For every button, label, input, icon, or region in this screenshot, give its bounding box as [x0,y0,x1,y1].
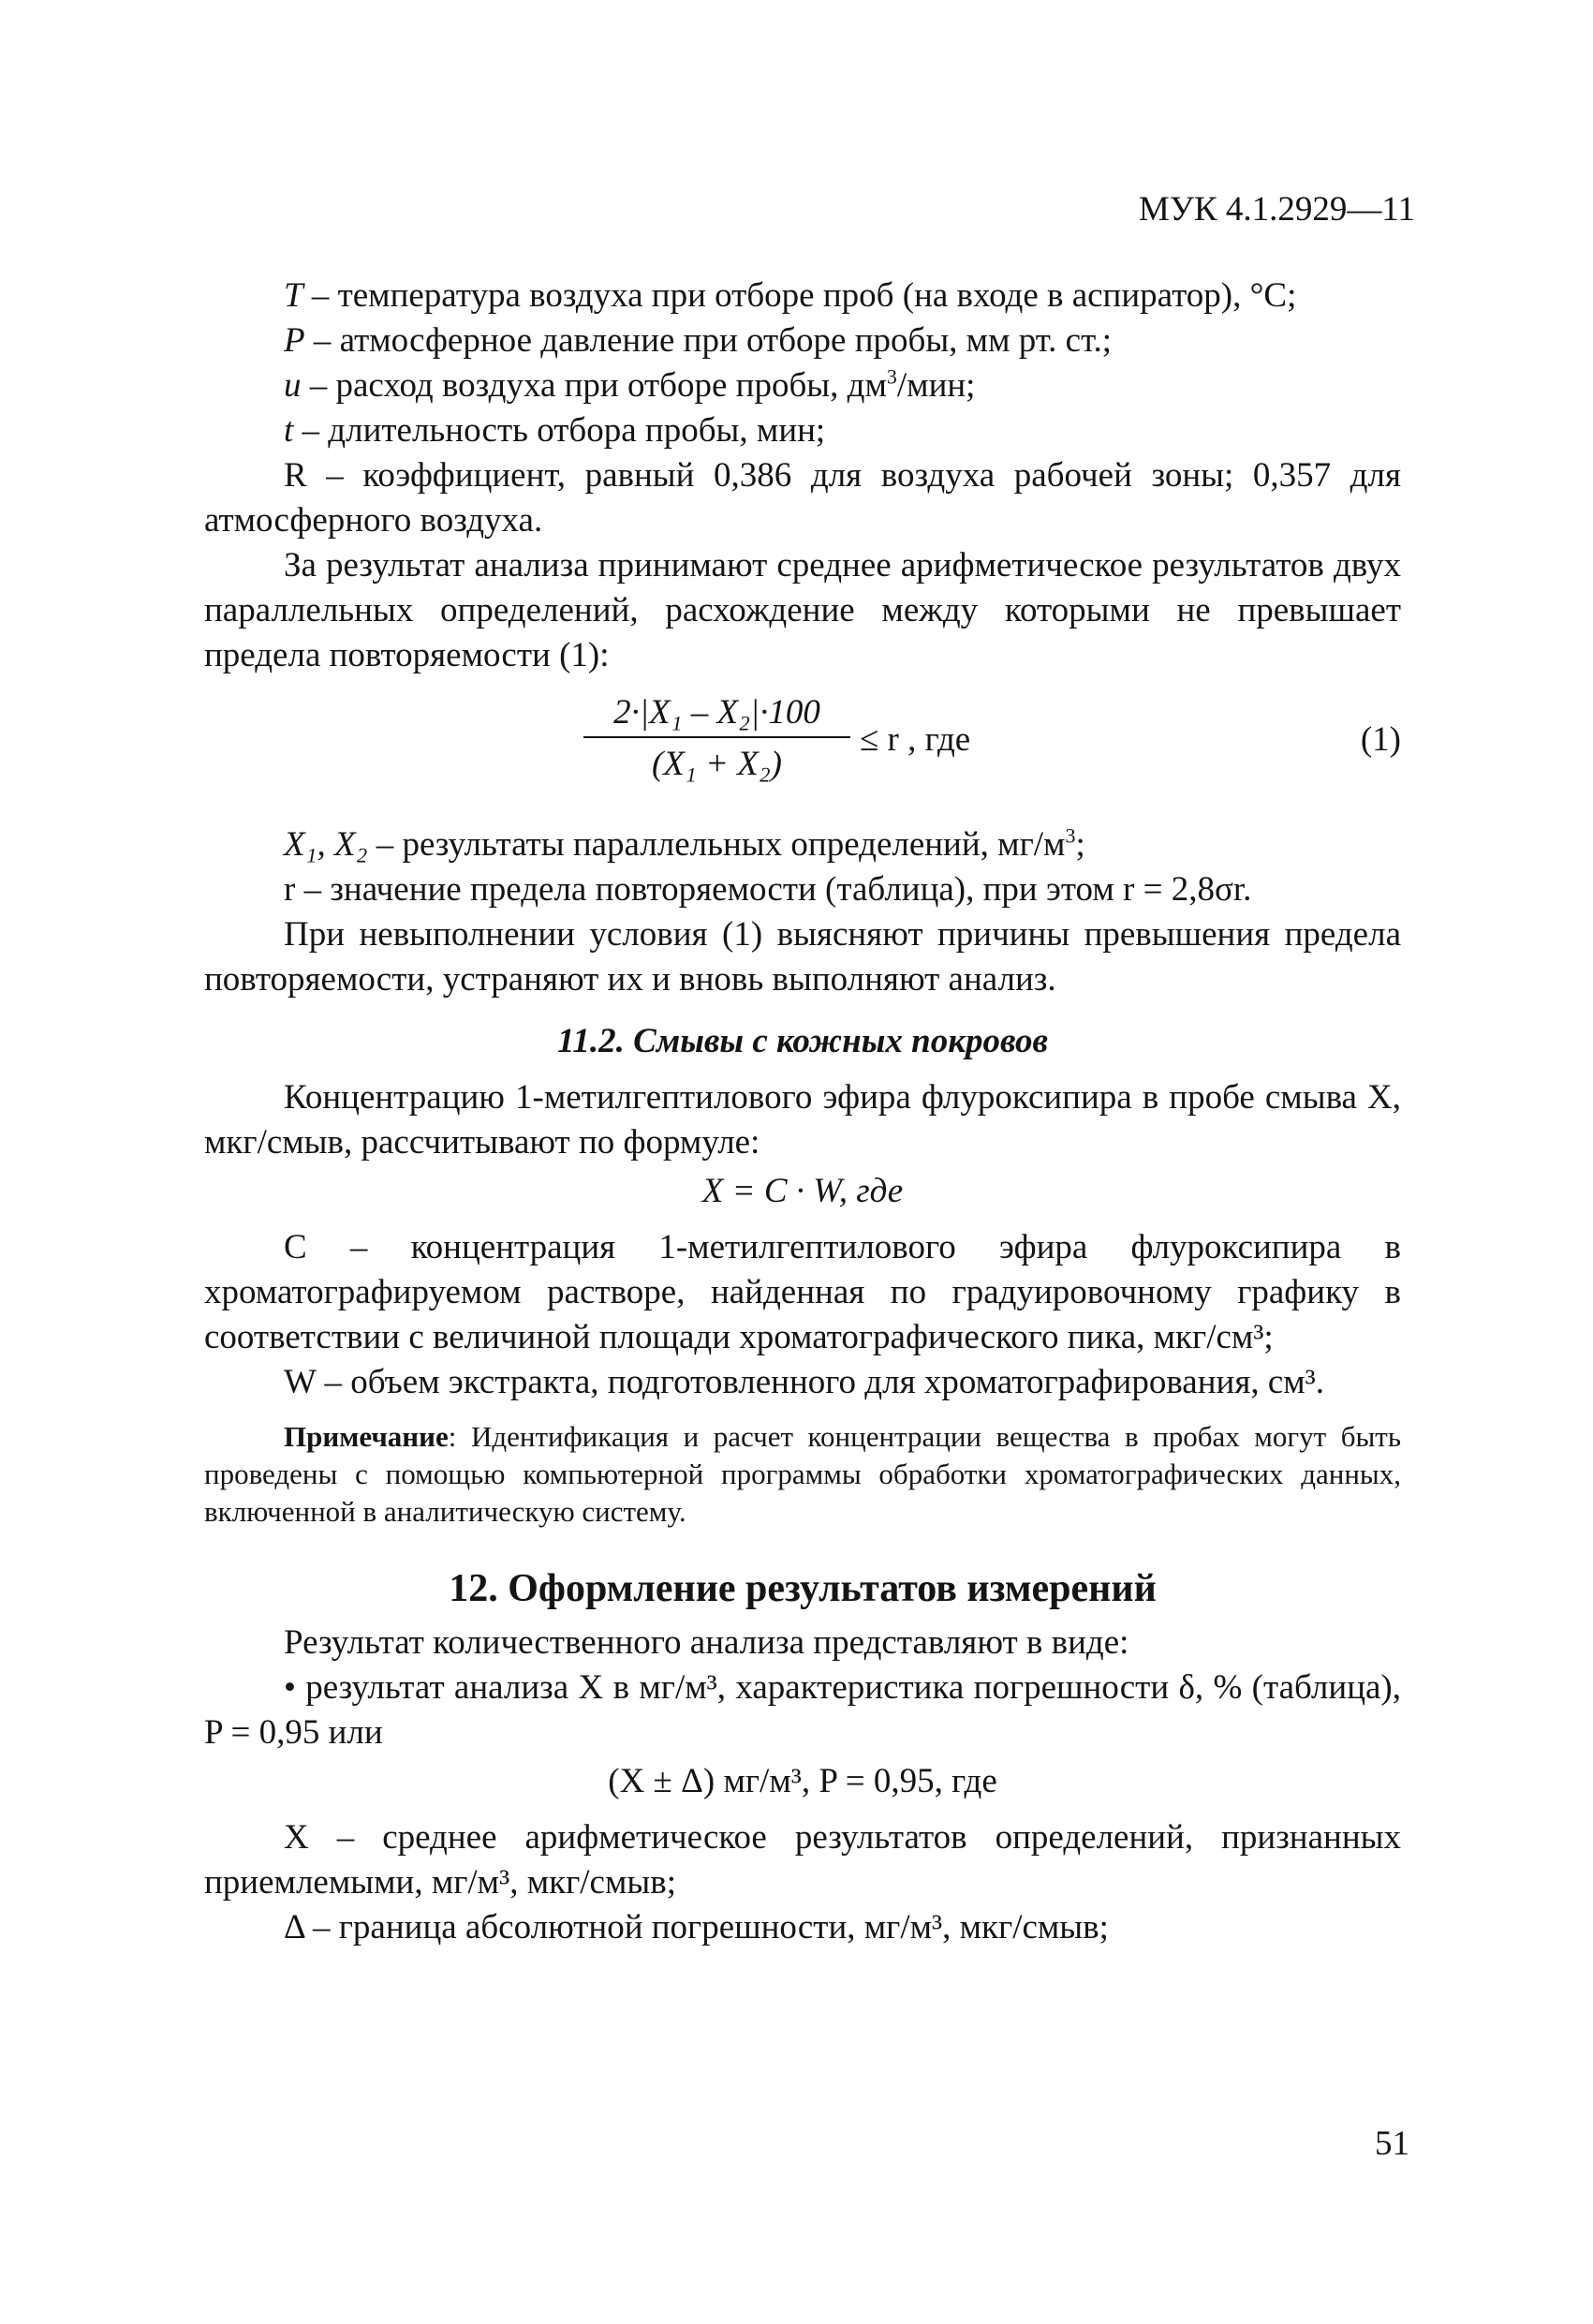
def-X-text: – результаты параллельных определений, мг/м [367,825,1066,864]
def-u-sup: 3 [886,364,897,389]
fail-paragraph: При невыполнении условия (1) выясняют причины превышения предела повторяемости, устраняют их и вновь выполняют анализ. [204,915,1401,999]
def-u [204,363,1401,408]
def-R: R – коэффициент, равный 0,386 для воздуха рабочей зоны; 0,357 для атмосферного воздуха. [204,456,1401,540]
formula-repeatability [204,684,1401,822]
def-delta: Δ – граница абсолютной погрешности, мг/м³, мкг/смыв; [284,1908,1109,1947]
def-X1-X2 [204,822,1401,867]
section-heading-11-2: 11.2. Смывы с кожных покровов [556,1022,1049,1060]
def-t-sym: t [284,411,294,450]
formula-result: (X ± Δ) мг/м³, P = 0,95, где [608,1762,997,1800]
def-T [204,274,1401,318]
def-u-tail: /мин; [896,366,976,405]
formula-fraction [583,689,850,791]
result-paragraph: За результат анализа принимают среднее арифметическое результатов двух параллельных определений, расхождение между которыми не превышает предела повторяемости (1): [204,546,1401,674]
def-P-text: – атмосферное давление при отборе пробы, мм рт. ст.; [304,321,1112,360]
def-Xbar: X – среднее арифметическое результатов определений, признанных приемлемыми, мг/м³, мкг/смыв; [204,1818,1401,1902]
document-code: МУК 4.1.2929—11 [1138,190,1415,229]
formula-number: (1) [1360,720,1401,759]
section-heading-12: 12. Оформление результатов измерений [449,1567,1157,1610]
def-u-sym: u [284,366,302,405]
def-t [204,408,1401,453]
def-P [204,318,1401,363]
concentration-paragraph: Концентрацию 1-метилгептилового эфира флуроксипира в пробе смыва X, мкг/смыв, рассчитывают по формуле: [204,1078,1401,1162]
document-body [204,274,1401,1950]
def-r: r – значение предела повторяемости (таблица), при этом r = 2,8σr. [284,870,1252,909]
def-X-tail: ; [1075,825,1085,864]
result-intro: Результат количественного анализа представляют в виде: [284,1623,1129,1662]
def-X-sup: 3 [1065,823,1076,848]
formula-x-cw: X = C · W, где [701,1172,904,1210]
formula-denominator: (X₁ + X₂) [651,745,783,783]
note-paragraph [204,1418,1401,1531]
def-T-sym: T [284,276,303,315]
page-number: 51 [1375,2124,1409,2163]
def-W: W – объем экстракта, подготовленного для хроматографирования, см³. [284,1363,1325,1401]
formula-rhs: ≤ r , где [860,720,971,759]
def-P-sym: P [284,321,305,360]
def-T-text: – температура воздуха при отборе проб (на входе в аспиратор), °С; [302,276,1297,315]
note-label: Примечание [284,1420,449,1453]
formula-numerator: 2·|X₁ – X₂|·100 [583,689,850,738]
def-C: C – концентрация 1-метилгептилового эфира флуроксипира в хроматографируемом растворе, найденная по градуировочному графику в соответствии с величиной площади хроматографического пика, мкг/см³; [204,1228,1401,1356]
bullet-result: • результат анализа X в мг/м³, характеристика погрешности δ, % (таблица), P = 0,95 или [204,1668,1401,1752]
def-t-text: – длительность отбора пробы, мин; [293,411,826,450]
def-u-text: – расход воздуха при отборе пробы, дм [301,366,887,405]
def-X-sym: X₁, X₂ [284,825,368,864]
note-text: : Идентификация и расчет концентрации вещества в пробах могут быть проведены с помощью компьютерной программы обработки хроматографических данных, включенной в аналитическую систему. [204,1420,1401,1528]
